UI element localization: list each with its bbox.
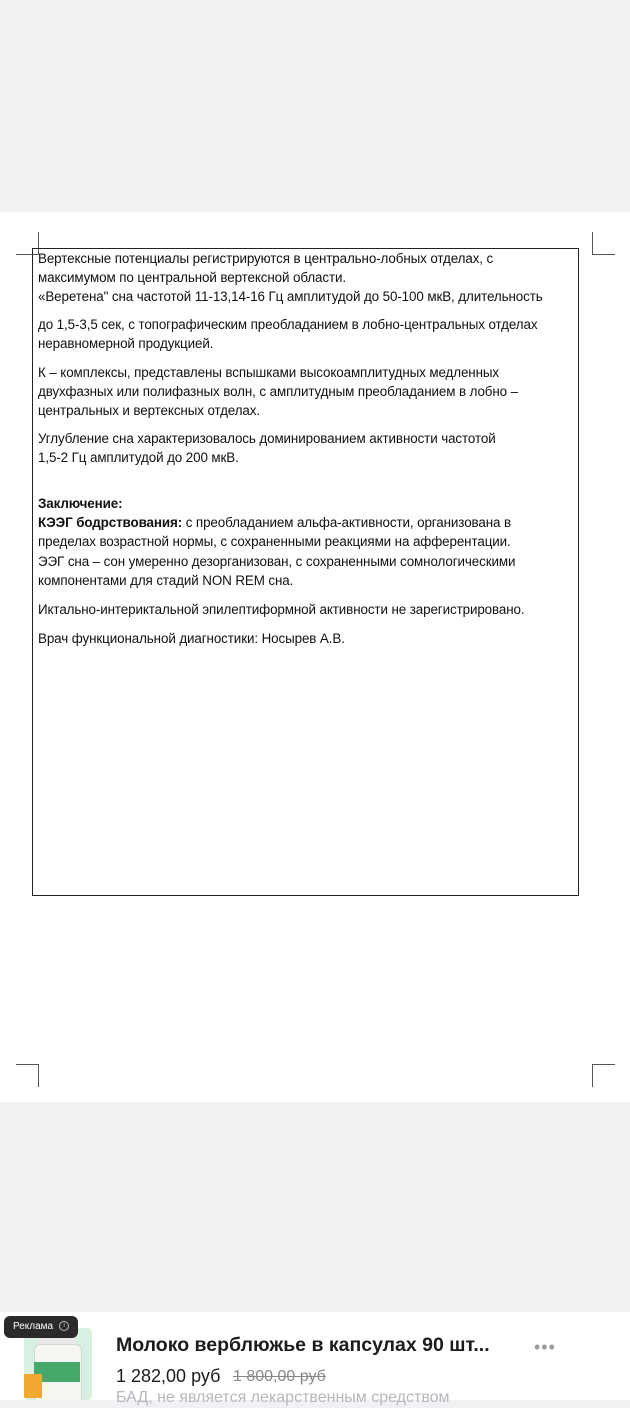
ad-old-price: 1 800,00 руб [233, 1368, 326, 1385]
info-icon[interactable]: i [59, 1321, 69, 1331]
report-frame [32, 248, 579, 896]
crop-mark-bottom-right [592, 1064, 615, 1087]
conclusion-text: с преобладанием альфа-активности, организована в [182, 515, 512, 531]
crop-mark-bottom-left [16, 1064, 39, 1087]
ad-title[interactable]: Молоко верблюжье в капсулах 90 шт... [116, 1334, 490, 1356]
crop-mark-top-right [592, 232, 615, 255]
doc-line: Вертексные потенциалы регистрируются в центрально-лобных отделах, с [38, 251, 494, 266]
doc-line: Углубление сна характеризовалось доминированием активности частотой [38, 430, 496, 446]
doc-line: 1,5-2 Гц амплитудой до 200 мкВ. [38, 449, 239, 465]
doc-line: максимумом по центральной вертексной области. [38, 270, 347, 286]
doc-line: центральных и вертексных отделах. [38, 403, 260, 419]
conclusion-label: КЭЭГ бодрствования: [38, 515, 183, 531]
conclusion-heading: Заключение: [38, 496, 123, 512]
report-text [38, 249, 579, 648]
doc-line: неравномерной продукцией. [38, 335, 214, 351]
ad-disclaimer: БАД, не является лекарственным средством [116, 1389, 450, 1406]
doc-line: Иктально-интериктальной эпилептиформной активности не зарегистрировано. [38, 602, 525, 618]
doc-line: до 1,5-3,5 сек, с топографическим преобладанием в лобно-центральных отделах [38, 316, 538, 332]
doctor-signature-line: Врач функциональной диагностики: Носырев А.В. [38, 631, 345, 647]
doc-line: ЭЭГ сна – сон умеренно дезорганизован, с сохраненными сомнологическими [38, 553, 516, 569]
camel-icon [24, 1374, 42, 1398]
doc-line: «Веретена" сна частотой 11-13,14-16 Гц амплитудой до 50-100 мкВ, длительность [38, 289, 543, 305]
ad-price: 1 282,00 руб [116, 1366, 221, 1386]
ad-badge[interactable]: Реклама i [4, 1316, 78, 1338]
product-image[interactable] [24, 1328, 92, 1400]
doc-line: пределах возрастной нормы, с сохраненными реакциями на афферентации. [38, 534, 511, 550]
doc-line [38, 513, 579, 532]
doc-line: К – комплексы, представлены вспышками высокоамплитудных медленных [38, 365, 500, 381]
more-options-icon[interactable]: ••• [534, 1337, 556, 1357]
document-page [0, 212, 630, 1102]
doc-line: компонентами для стадий NON REM сна. [38, 572, 294, 588]
doc-line: двухфазных или полифазных волн, с амплитудным преобладанием в лобно – [38, 384, 518, 400]
